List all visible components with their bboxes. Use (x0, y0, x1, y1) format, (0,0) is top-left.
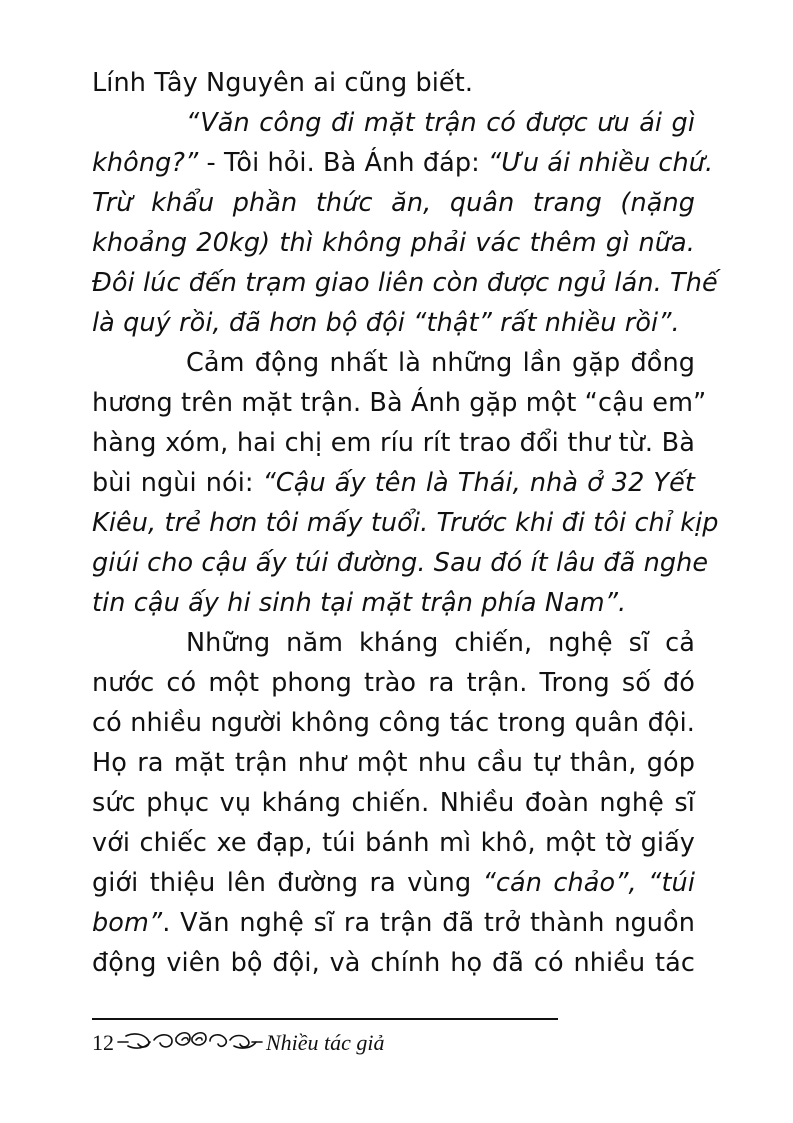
text-line: Trừ khẩu phần thức ăn, quân trang (nặng (92, 188, 695, 218)
text-line: giới thiệu lên đường ra vùng “cán chảo”, “túi (92, 868, 695, 898)
text-line: Cảm động nhất là những lần gặp đồng (186, 348, 695, 378)
text-line: bom”. Văn nghệ sĩ ra trận đã trở thành nguồn (92, 908, 695, 938)
book-title: Nhiều tác giả (266, 1030, 385, 1055)
text-line: hàng xóm, hai chị em ríu rít trao đổi thư từ. Bà (92, 428, 695, 458)
text-line: Lính Tây Nguyên ai cũng biết. (92, 68, 474, 98)
text-line: Những năm kháng chiến, nghệ sĩ cả (186, 628, 695, 658)
text-line: giúi cho cậu ấy túi đường. Sau đó ít lâu đã nghe (92, 548, 709, 578)
text-line: “Văn công đi mặt trận có được ưu ái gì (186, 108, 695, 138)
page-footer (92, 1026, 385, 1060)
text-line: là quý rồi, đã hơn bộ đội “thật” rất nhiều rồi”. (92, 308, 680, 338)
text-line: có nhiều người không công tác trong quân đội. (92, 708, 695, 738)
text-line: động viên bộ đội, và chính họ đã có nhiều tác (92, 948, 695, 978)
text-line: không?” - Tôi hỏi. Bà Ánh đáp: “Ưu ái nhiều chứ. (92, 148, 714, 178)
text-line: sức phục vụ kháng chiến. Nhiều đoàn nghệ sĩ (92, 788, 695, 818)
page-number: 12 (92, 1030, 114, 1055)
text-line: nước có một phong trào ra trận. Trong số đó (92, 668, 695, 698)
text-line: tin cậu ấy hi sinh tại mặt trận phía Nam”. (92, 588, 627, 618)
text-line: Đôi lúc đến trạm giao liên còn được ngủ lán. Thế (92, 268, 718, 298)
scroll-ornament-icon (116, 1028, 264, 1058)
text-line: Họ ra mặt trận như một nhu cầu tự thân, góp (92, 748, 695, 778)
text-line: khoảng 20kg) thì không phải vác thêm gì nữa. (92, 228, 695, 258)
text-line: bùi ngùi nói: “Cậu ấy tên là Thái, nhà ở 32 Yết (92, 468, 695, 498)
text-line: hương trên mặt trận. Bà Ánh gặp một “cậu em” (92, 388, 707, 418)
footer-rule (92, 1018, 558, 1020)
text-line: với chiếc xe đạp, túi bánh mì khô, một tờ giấy (92, 828, 695, 858)
text-line: Kiêu, trẻ hơn tôi mấy tuổi. Trước khi đi tôi chỉ kịp (92, 508, 719, 538)
